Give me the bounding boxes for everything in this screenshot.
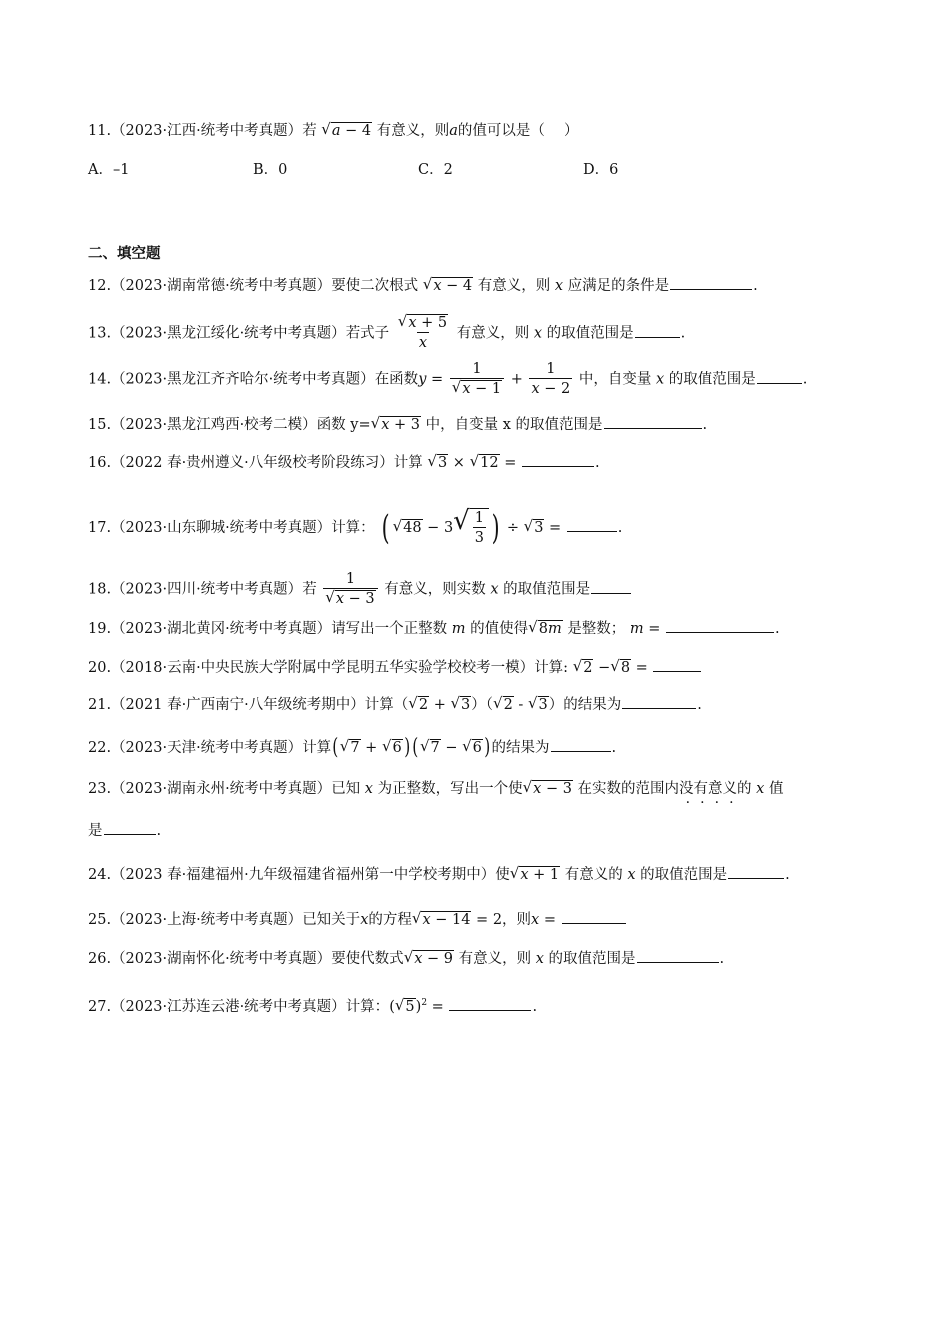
radical-icon: √ [403, 948, 414, 966]
text: 计算： [331, 520, 375, 536]
question-12 [88, 275, 758, 296]
text: = [426, 371, 448, 388]
sqrt-expression [408, 696, 429, 714]
question-22 [88, 737, 616, 759]
answer-blank[interactable] [567, 517, 617, 532]
variable: x [414, 951, 423, 967]
text: − 4 [340, 123, 372, 139]
left-paren: ( [389, 998, 395, 1015]
radical-icon: √ [381, 737, 392, 755]
text: . [156, 823, 162, 839]
sqrt-expression [325, 590, 375, 608]
sqrt-expression [404, 950, 454, 968]
text: . [611, 740, 617, 756]
variable: a [449, 123, 458, 139]
answer-blank[interactable] [666, 618, 774, 633]
radicand: 12 [480, 455, 499, 471]
text: 计算 [393, 455, 423, 471]
variable: x [381, 417, 390, 433]
question-number: 23. [88, 781, 112, 797]
radical-icon: √ [325, 588, 335, 606]
sqrt-expression [393, 519, 423, 537]
question-number: 26. [88, 951, 112, 967]
text: 有意义的 [564, 867, 623, 883]
sqrt-expression [321, 122, 372, 140]
question-source: （2022 春·贵州遵义·八年级校考阶段练习） [111, 455, 394, 471]
option-a[interactable] [88, 160, 129, 180]
radical-icon: √ [411, 909, 422, 927]
question-27 [88, 993, 537, 1017]
question-source: （2023·上海·统考中考真题） [111, 912, 303, 928]
question-number: 15. [88, 417, 112, 433]
sqrt-expression [523, 780, 573, 798]
text: 有意义，则 [458, 951, 532, 967]
sqrt-expression [412, 911, 472, 929]
text: − 3 [541, 781, 572, 797]
answer-blank[interactable] [104, 820, 156, 835]
variable: x [422, 912, 431, 928]
answer-blank[interactable] [604, 414, 702, 429]
radicand: 2 [418, 697, 429, 713]
text: 已知 [331, 781, 361, 797]
radicand: 7 [350, 740, 360, 756]
question-26 [88, 948, 724, 969]
answer-blank[interactable] [637, 948, 719, 963]
radicand: 2 [583, 660, 593, 676]
option-label: A． [88, 162, 113, 178]
text: − 14 [430, 912, 471, 928]
text: = [539, 912, 561, 928]
sqrt-expression [470, 454, 500, 472]
sqrt-expression [450, 696, 471, 714]
question-number: 11. [88, 123, 112, 139]
radical-icon: √ [528, 618, 538, 636]
text: 的取值范围是 [640, 867, 728, 883]
emphasis-char: 有 [693, 781, 709, 797]
radical-icon: √ [522, 778, 533, 796]
right-paren: ) [491, 508, 500, 548]
text: - [513, 697, 528, 713]
radicand: 8 [620, 660, 631, 676]
text: . [702, 417, 708, 433]
text: 函数 y= [316, 417, 371, 433]
answer-blank[interactable] [635, 323, 680, 338]
variable: y [418, 371, 427, 388]
radical-icon: √ [610, 657, 620, 675]
radical-icon: √ [469, 452, 480, 470]
question-number: 20. [88, 660, 112, 676]
sqrt-expression [528, 620, 563, 638]
text: 的值可以是（ ） [457, 123, 579, 139]
radical-icon: √ [370, 414, 381, 432]
variable: x [408, 315, 417, 331]
variable: x [490, 581, 499, 598]
text: 有意义，则 [376, 123, 450, 139]
numerator: 1 [546, 361, 556, 377]
text: 应满足的条件是 [567, 278, 670, 294]
question-number: 21. [88, 697, 112, 713]
radicand: 3 [461, 697, 471, 713]
sqrt-expression [462, 739, 483, 757]
question-18 [88, 570, 632, 609]
variable: x [627, 867, 636, 883]
text: 要使二次根式 [331, 278, 419, 294]
text: . [532, 998, 538, 1015]
radical-icon: √ [509, 864, 520, 882]
question-21 [88, 694, 702, 715]
fraction [323, 570, 377, 609]
variable: x [462, 381, 471, 397]
text: + 5 [416, 315, 448, 331]
numerator: 1 [472, 361, 482, 377]
radical-icon: √ [523, 517, 534, 535]
radicand: 3 [534, 520, 544, 536]
variable: x [360, 912, 369, 928]
question-15 [88, 414, 707, 435]
variable: x [554, 278, 564, 294]
question-number: 17. [88, 520, 112, 536]
sqrt-expression [510, 866, 560, 884]
answer-blank[interactable] [728, 864, 784, 879]
radical-icon: √ [339, 737, 350, 755]
question-source: （2021 春·广西南宁·八年级统考期中） [111, 697, 365, 713]
radical-icon: √ [493, 694, 503, 712]
option-value: 6 [609, 162, 619, 178]
radical-icon: √ [394, 995, 405, 1014]
text: 已知关于 [302, 912, 361, 928]
question-source: （2023·天津·统考中考真题） [111, 740, 303, 756]
question-20 [88, 657, 702, 678]
question-source: （2023·湖南永州·统考中考真题） [111, 781, 332, 797]
radical-icon: √ [451, 378, 462, 396]
text: 请写出一个正整数 [331, 621, 448, 637]
text: 的取值范围是 [548, 951, 636, 967]
text: 的结果为 [491, 740, 550, 756]
sqrt-expression [452, 380, 502, 398]
text: . [753, 278, 758, 294]
text: . [680, 325, 686, 342]
question-source: （2023·四川·统考中考真题） [111, 581, 303, 598]
text: 8 [538, 621, 548, 637]
question-source: （2023·江西·统考中考真题） [111, 123, 303, 139]
sqrt-expression [423, 277, 473, 295]
answer-options [88, 160, 808, 180]
text: 的取值范围是 [546, 325, 634, 342]
text: . [775, 621, 780, 637]
text: = 2 [471, 912, 503, 928]
left-paren: ( [332, 735, 339, 760]
radical-icon: √ [397, 312, 408, 330]
sqrt-expression [371, 416, 421, 434]
text: 计算: [534, 660, 573, 676]
text: ）的结果为 [548, 697, 622, 713]
variable: x [535, 951, 544, 967]
radicand: 3 [437, 455, 448, 471]
text: + 3 [389, 417, 420, 433]
fraction [396, 314, 450, 353]
text: . [594, 455, 600, 471]
left-paren: ( [381, 508, 390, 548]
numerator: 1 [345, 571, 356, 587]
question-16 [88, 452, 600, 473]
option-label: B． [253, 162, 279, 178]
variable: x [756, 781, 765, 797]
text: 的 [737, 781, 752, 797]
emphasis-char: 没 [679, 781, 694, 797]
question-number: 27. [88, 998, 112, 1015]
text: 在实数的范围内 [577, 781, 680, 797]
text: ，则 [502, 912, 532, 928]
question-14 [88, 360, 807, 399]
radicand: 5 [405, 998, 415, 1015]
section-title: 二、填空题 [88, 245, 161, 262]
text: 为正整数，写出一个使 [377, 781, 523, 797]
radical-icon: √ [321, 120, 331, 138]
text: − 3 [344, 591, 375, 607]
sqrt-expression [453, 508, 489, 548]
text: m = [629, 621, 666, 637]
text: 有意义，则 [456, 325, 530, 342]
fraction [529, 360, 572, 399]
option-label: D． [583, 162, 610, 178]
sqrt-expression [382, 739, 403, 757]
right-paren: ) [415, 998, 422, 1015]
answer-blank[interactable] [562, 909, 626, 924]
radical-icon: √ [422, 275, 433, 293]
option-value: 2 [443, 162, 453, 178]
left-paren: ( [412, 735, 419, 760]
text: 若 [302, 581, 317, 598]
text: − 1 [470, 381, 502, 397]
radicand: 6 [472, 740, 482, 756]
option-value: 0 [278, 162, 288, 178]
radicand: 3 [538, 697, 548, 713]
text: − [593, 660, 611, 676]
text: . [802, 371, 808, 388]
option-d[interactable] [583, 160, 618, 180]
text: + [506, 371, 528, 388]
answer-blank[interactable] [449, 996, 531, 1011]
text: − 9 [422, 951, 454, 967]
text: − 2 [539, 381, 571, 397]
text: 计算（ [364, 697, 409, 713]
question-number: 25. [88, 912, 112, 928]
question-23 [88, 779, 783, 799]
text: 的值使得 [470, 621, 529, 637]
option-b[interactable] [253, 160, 287, 180]
text: + 1 [528, 867, 560, 883]
sqrt-expression [573, 659, 594, 677]
radical-icon: √ [427, 452, 437, 470]
question-source: （2023·湖北黄冈·统考中考真题） [111, 621, 332, 637]
text: 在函数 [374, 371, 419, 388]
text: 使 [495, 867, 510, 883]
sqrt-expression [394, 995, 416, 1016]
variable: x [655, 371, 665, 388]
radicand: 7 [430, 740, 440, 756]
option-c[interactable] [418, 160, 453, 180]
radical-icon: √ [453, 506, 470, 536]
question-number: 24. [88, 867, 112, 883]
text: ）（ [471, 697, 494, 713]
variable: x [335, 591, 345, 607]
text: 的取值范围是 [503, 581, 591, 598]
text: + [429, 697, 451, 713]
radical-icon: √ [408, 694, 418, 712]
text: 计算： [345, 998, 390, 1015]
question-number: 18. [88, 581, 112, 598]
variable: x [531, 912, 540, 928]
question-11 [88, 121, 578, 141]
variable: x [531, 381, 540, 397]
sqrt-expression [493, 696, 514, 714]
numerator: 1 [474, 510, 484, 526]
answer-blank[interactable] [757, 369, 802, 384]
text: . [697, 697, 702, 713]
text: 中，自变量 [578, 371, 652, 388]
radical-icon: √ [419, 737, 430, 755]
question-source: （2023·黑龙江鸡西·校考二模） [111, 417, 317, 433]
question-number: 22. [88, 740, 112, 756]
sqrt-expression [427, 454, 448, 472]
denominator: x [417, 332, 429, 353]
question-13 [88, 314, 685, 353]
variable: x [520, 867, 529, 883]
right-paren: ) [484, 735, 491, 760]
text: 是 [88, 823, 103, 839]
radical-icon: √ [392, 517, 403, 535]
variable: x [533, 781, 542, 797]
option-label: C． [418, 162, 444, 178]
text: − 3 [422, 520, 454, 536]
emphasis-char: 义 [722, 781, 738, 797]
question-19 [88, 618, 780, 639]
question-source: （2023·江苏连云港·统考中考真题） [111, 998, 346, 1015]
variable: a [331, 123, 341, 139]
text: = [499, 455, 521, 471]
radical-icon: √ [450, 694, 461, 712]
variable: x [364, 781, 373, 797]
question-source: （2023·山东聊城·统考中考真题） [111, 520, 332, 536]
question-number: 14. [88, 371, 112, 388]
right-paren: ) [404, 735, 411, 760]
text: − 4 [441, 278, 473, 294]
text: . [719, 951, 725, 967]
answer-blank[interactable] [551, 737, 611, 752]
text: 有意义，则 [477, 278, 551, 294]
question-source: （2023·湖南常德·统考中考真题） [111, 278, 332, 294]
radical-icon: √ [572, 657, 583, 675]
text: 值 [768, 781, 784, 797]
answer-blank[interactable] [522, 452, 594, 467]
question-17 [88, 508, 622, 548]
text: 的方程 [368, 912, 412, 928]
answer-blank[interactable] [622, 694, 696, 709]
text: 若 [302, 123, 317, 139]
option-value: –1 [112, 162, 130, 178]
text: = [427, 998, 449, 1015]
text: 有意义，则实数 [384, 581, 486, 598]
sqrt-expression [528, 696, 549, 714]
text: + [360, 740, 382, 756]
question-source: （2023·湖南怀化·统考中考真题） [111, 951, 332, 967]
text: 是整数； [567, 621, 626, 637]
denominator: 3 [473, 527, 486, 548]
text: 中，自变量 x 的取值范围是 [425, 417, 603, 433]
text: − [440, 740, 463, 756]
question-25 [88, 909, 627, 930]
question-source: （2023 春·福建福州·九年级福建省福州第一中学校考期中） [111, 867, 496, 883]
text: × [448, 455, 470, 471]
emphasis-char: 意 [708, 781, 723, 797]
radicand: 2 [503, 697, 513, 713]
fraction [473, 509, 486, 548]
fraction [450, 360, 504, 399]
text: ÷ [502, 520, 524, 536]
answer-blank[interactable] [591, 579, 631, 594]
radical-icon: √ [527, 694, 538, 712]
exponent: 2 [421, 998, 428, 1008]
question-number: 12. [88, 278, 112, 294]
text: 若式子 [345, 325, 390, 342]
variable: m [547, 621, 562, 637]
variable: m [451, 621, 466, 637]
question-number: 13. [88, 325, 112, 342]
text: . [617, 520, 623, 536]
text: . [785, 867, 790, 883]
question-source: （2018·云南·中央民族大学附属中学昆明五华实验学校校考一模） [111, 660, 535, 676]
variable: x [533, 325, 543, 342]
text: 要使代数式 [331, 951, 404, 967]
sqrt-expression [340, 739, 361, 757]
question-number: 16. [88, 455, 112, 471]
radicand: 48 [403, 520, 422, 536]
sqrt-expression [524, 519, 545, 537]
sqrt-expression [398, 314, 448, 332]
question-number: 19. [88, 621, 112, 637]
radical-icon: √ [462, 737, 472, 755]
text: = [631, 660, 653, 676]
question-source: （2023·黑龙江绥化·统考中考真题） [111, 325, 346, 342]
radicand: 6 [392, 740, 402, 756]
sqrt-expression [420, 739, 441, 757]
sqrt-expression [610, 659, 631, 677]
answer-blank[interactable] [653, 657, 701, 672]
variable: x [433, 278, 442, 294]
text: = [544, 520, 566, 536]
text: 计算 [302, 740, 332, 756]
question-23-continued [88, 820, 161, 841]
question-24 [88, 864, 790, 885]
answer-blank[interactable] [670, 275, 752, 290]
text: 的取值范围是 [668, 371, 756, 388]
question-source: （2023·黑龙江齐齐哈尔·统考中考真题） [111, 371, 375, 388]
